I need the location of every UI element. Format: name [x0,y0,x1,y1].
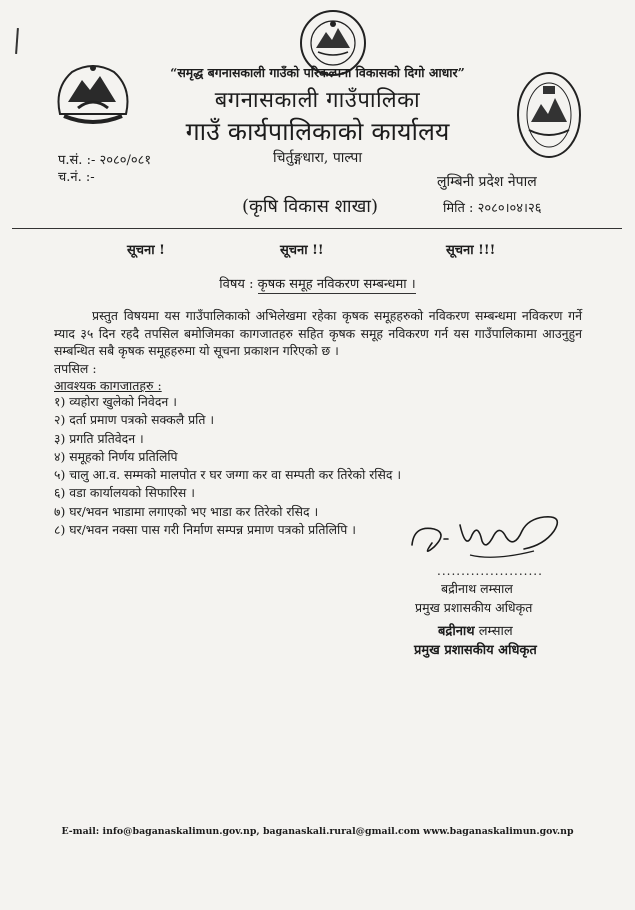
notice-label-2: सूचना !! [280,243,324,258]
notice-body [54,307,582,360]
documents-heading: आवश्यक कागजातहरु : [54,378,162,393]
province-name: लुम्बिनी प्रदेश नेपाल [437,174,537,190]
office-address: चिर्तुङ्गधारा, पाल्पा [272,150,362,166]
motto: “समृद्ध बगनासकाली गाउँको परिकल्पना विकासको दिगो आधार” [170,65,465,80]
list-item: २) दर्ता प्रमाण पत्रको सक्कलै प्रति । [54,412,215,428]
signature-icon [404,505,574,569]
signatory-title: प्रमुख प्रशासकीय अधिकृत [415,600,533,615]
list-item: ८) घर/भवन नक्सा पास गरी निर्माण सम्पन्न प्रमाण पत्रको प्रतिलिपि । [54,522,356,538]
body-text: प्रस्तुत विषयमा यस गाउँपालिकाको अभिलेखमा रहेका कृषक समूहहरुको नविकरण सम्बन्धमा नविकरण गर्ने म्याद ३५ दिन रहदै तपसिल बमोजिमका कागजातहरु सहित कृषक समूह नविकरण गर्न यस गाउँपालिकामा आउनुहुन सम्बन्धित सबै कृषक समूहहरुमा यो सूचना प्रकाशन गरिएको छ । [54,308,582,358]
signature-line: ...................... [437,564,543,578]
list-item: ६) वडा कार्यालयको सिफारिस । [54,485,195,501]
header-divider [12,228,622,229]
list-item: १) व्यहोरा खुलेको निवेदन । [54,394,177,409]
dispatch-number: च.नं. :- [58,170,95,185]
list-item: ५) चालु आ.व. सम्मको मालपोत र घर जग्गा कर वा सम्पती कर तिरेको रसिद । [54,467,402,483]
list-item: ७) घर/भवन भाडामा लगाएको भए भाडा कर तिरेको रसिद । [54,503,319,519]
list-item: ३) प्रगति प्रतिवेदन । [54,430,144,446]
office-name: गाउँ कार्यपालिकाको कार्यालय [185,117,450,146]
notice-label-3: सूचना !!! [446,243,496,258]
reference-number: प.सं. :- २०८०/०८१ [58,153,152,168]
stamp-name-bold: बद्रीनाथ [438,624,475,639]
stamp-name-rest: लम्साल [474,624,513,639]
signatory-name: बद्रीनाथ लम्साल [441,581,513,596]
subject-label: विषय : [219,277,254,292]
letter-date: मिति : २०८०।०४।२६ [443,201,542,216]
subject-line [0,274,635,292]
stamp-title: प्रमुख प्रशासकीय अधिकृत [414,643,537,658]
branch-name: (कृषि विकास शाखा) [242,196,378,217]
footer-contact: E-mail: info@baganaskalimun.gov.np, baganaskali.rural@gmail.com www.baganaskalimun.gov.np [61,826,574,837]
municipality-name: बगनासकाली गाउँपालिका [214,88,421,113]
pen-mark [15,28,19,54]
stamp-name [438,621,513,639]
documents-list [54,393,401,539]
list-item: ४) समूहको निर्णय प्रतिलिपि [54,448,178,464]
subject-text: कृषक समूह नविकरण सम्बन्धमा । [257,277,416,292]
notice-label-1: सूचना ! [127,243,165,258]
tapasil-label: तपसिल : [54,361,97,376]
